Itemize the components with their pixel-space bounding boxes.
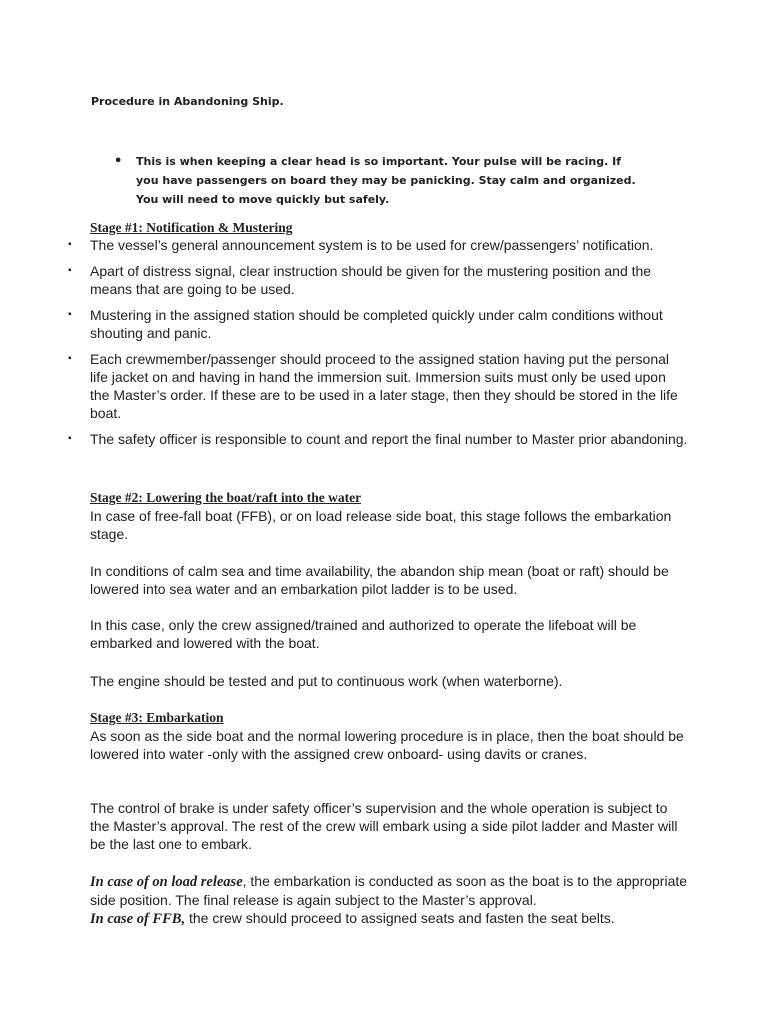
- intro-list: [114, 152, 644, 209]
- stage1-item: ▪ The vessel’s general announcement system is to be used for crew/passengers’ notification.: [68, 236, 688, 254]
- stage2-paragraph: The engine should be tested and put to continuous work (when waterborne).: [90, 673, 563, 689]
- stage2-paragraph: In case of free-fall boat (FFB), or on load release side boat, this stage follows the embarkation stage.: [90, 508, 672, 542]
- stage1-item: ▪ The safety officer is responsible to count and report the final number to Master prior abandoning.: [68, 430, 688, 448]
- on-load-text: , the embarkation is conducted as soon as the boat is to the appropriate side position. The final release is again subject to the Master’s approval.: [90, 873, 688, 908]
- stage2-paragraph: In this case, only the crew assigned/trained and authorized to operate the lifeboat will be embarked and lowered with the boat.: [90, 617, 637, 651]
- ffb-text: the crew should proceed to assigned seats and fasten the seat belts.: [185, 910, 615, 926]
- stage3-heading: Stage #3: Embarkation: [90, 710, 224, 725]
- stage3-on-load-paragraph: [90, 872, 690, 928]
- document-title: Procedure in Abandoning Ship.: [91, 95, 284, 108]
- stage1-heading: Stage #1: Notification & Mustering: [90, 220, 293, 235]
- stage1-item: ▪ Apart of distress signal, clear instruction should be given for the mustering position and the means that are going to be used.: [68, 262, 688, 298]
- stage1-item: ▪ Each crewmember/passenger should proceed to the assigned station having put the personal life jacket on and having in hand the immersion suit. Immersion suits must only be used upon the Master’s order. If these are to be used in a later stage, then they should be stored in the life boat.: [68, 350, 688, 422]
- ffb-label: In case of FFB,: [90, 911, 186, 927]
- stage1-list: [68, 236, 688, 456]
- intro-bullet: • This is when keeping a clear head is so important. Your pulse will be racing. If you have passengers on board they may be panicking. Stay calm and organized. You will need to move quickly but safely.: [114, 152, 644, 209]
- stage3-paragraph: The control of brake is under safety officer’s supervision and the whole operation is subject to the Master’s approval. The rest of the crew will embark using a side pilot ladder and Master will be the last one to embark.: [90, 800, 678, 852]
- stage3-paragraph: As soon as the side boat and the normal lowering procedure is in place, then the boat should be lowered into water -only with the assigned crew onboard- using davits or cranes.: [90, 728, 684, 762]
- stage2-paragraph: In conditions of calm sea and time availability, the abandon ship mean (boat or raft) should be lowered into sea water and an embarkation pilot ladder is to be used.: [90, 563, 669, 597]
- on-load-label: In case of on load release: [90, 874, 243, 890]
- stage1-item: ▪ Mustering in the assigned station should be completed quickly under calm conditions without shouting and panic.: [68, 306, 688, 342]
- stage2-heading: Stage #2: Lowering the boat/raft into the water: [90, 490, 362, 505]
